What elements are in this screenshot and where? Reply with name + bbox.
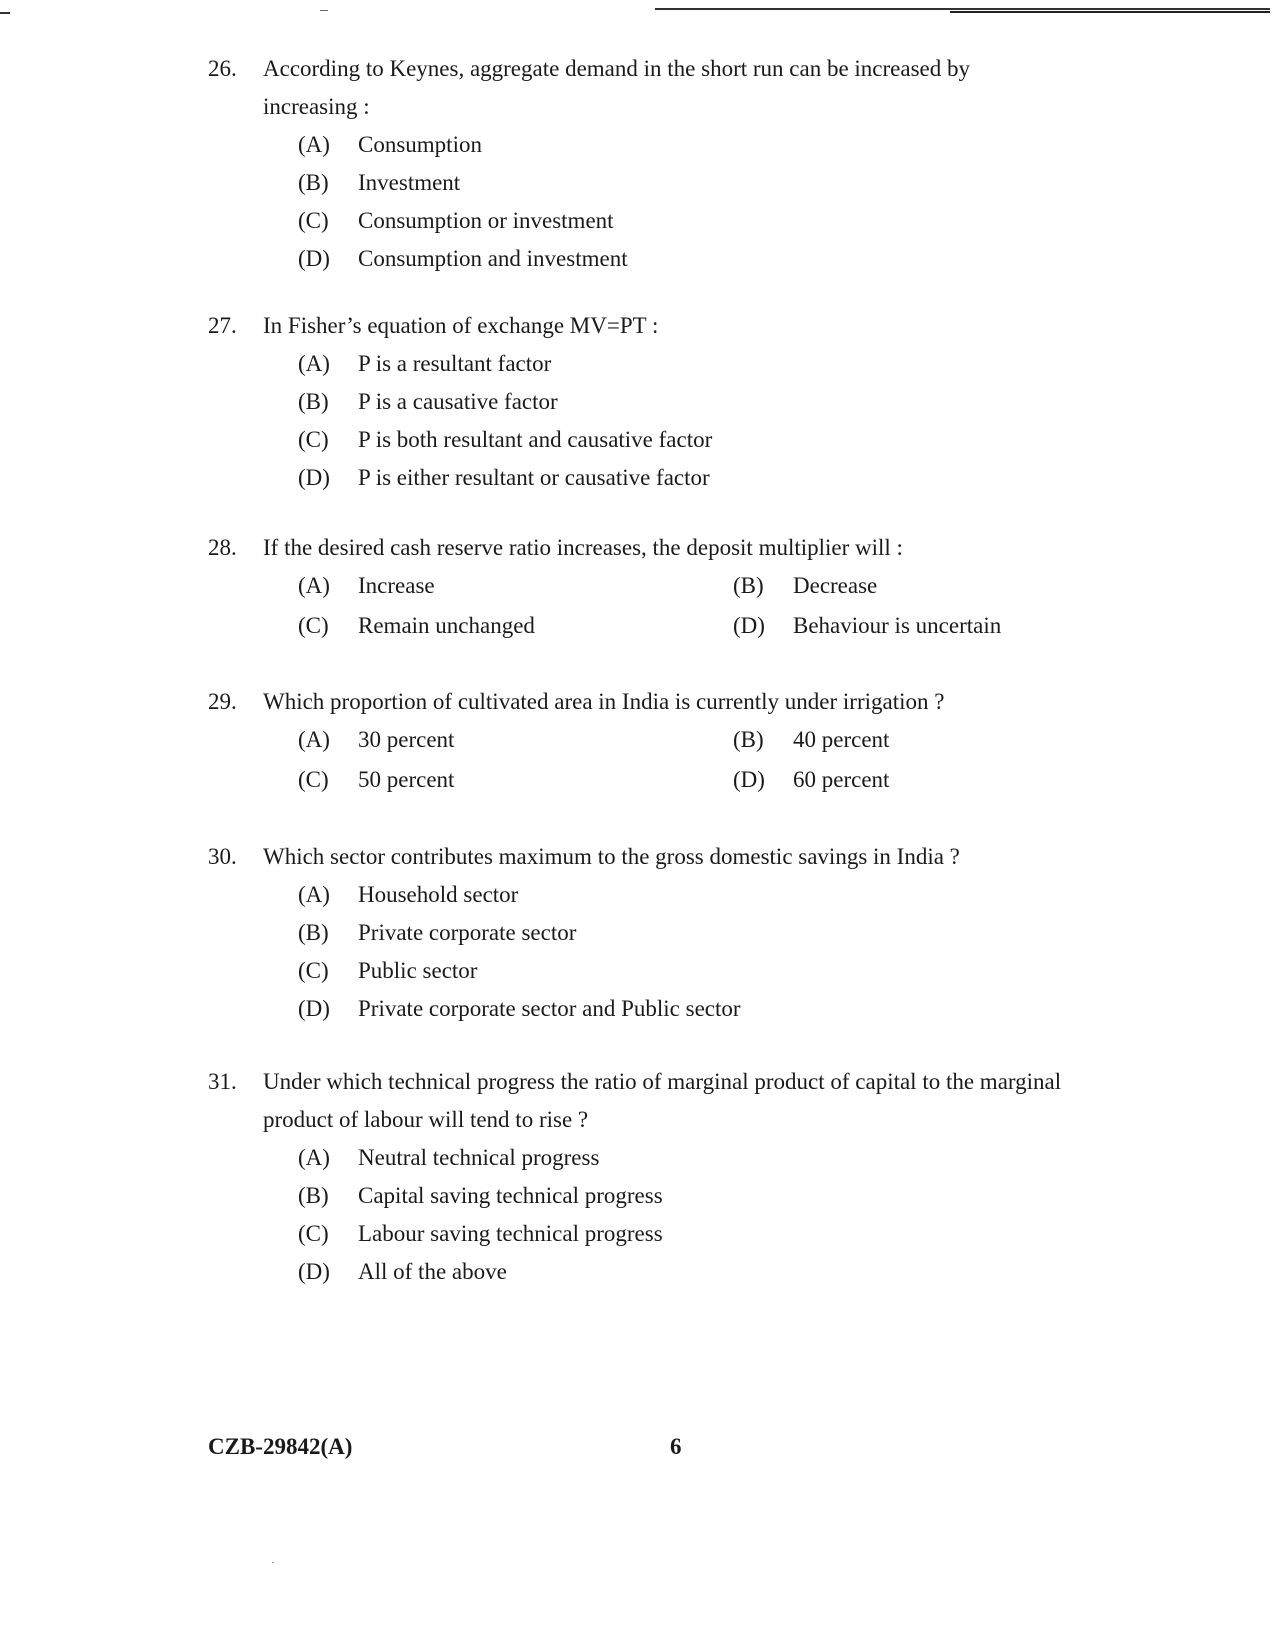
option (298, 1215, 1068, 1253)
option (298, 459, 1068, 497)
question-number: 30. (208, 844, 237, 869)
option-letter: (C) (298, 767, 329, 792)
question-30 (208, 838, 1068, 1028)
option-text: 30 percent (358, 727, 455, 752)
options-list (298, 876, 1068, 1028)
options-list (298, 1139, 1068, 1291)
option-text: Behaviour is uncertain (793, 613, 1002, 638)
question-number: 27. (208, 313, 237, 338)
option-letter: (A) (298, 573, 330, 598)
option (733, 567, 1033, 605)
option (298, 164, 1068, 202)
option-letter: (B) (733, 727, 764, 752)
option-text: All of the above (358, 1259, 507, 1284)
paper-code: CZB-29842(A) (208, 1434, 353, 1459)
option (298, 607, 733, 645)
option (298, 1177, 1068, 1215)
question-27 (208, 307, 1068, 497)
option-text: Labour saving technical progress (358, 1221, 663, 1246)
option-letter: (A) (298, 351, 330, 376)
option-letter: (B) (298, 389, 329, 414)
option (298, 345, 1068, 383)
option-text: Public sector (358, 958, 478, 983)
option-text: Decrease (793, 573, 878, 598)
option-text: Neutral technical progress (358, 1145, 600, 1170)
option (298, 421, 1068, 459)
option-letter: (C) (298, 1221, 329, 1246)
option (298, 240, 1068, 278)
option-text: Private corporate sector (358, 920, 577, 945)
header-rule (655, 8, 1270, 10)
option-text: 60 percent (793, 767, 890, 792)
option (298, 202, 1068, 240)
option (298, 876, 1068, 914)
option-text: Private corporate sector and Public sector (358, 996, 741, 1021)
option-text: Consumption and investment (358, 246, 628, 271)
option (733, 721, 1033, 759)
question-number: 29. (208, 689, 237, 714)
option-text: Increase (358, 573, 435, 598)
option (298, 990, 1068, 1028)
option (733, 761, 1033, 799)
option-text: P is either resultant or causative factor (358, 465, 710, 490)
question-text: Which proportion of cultivated area in India is currently under irrigation ? (263, 689, 945, 714)
header-rule (950, 11, 1270, 13)
option (298, 952, 1068, 990)
option-letter: (D) (298, 246, 330, 271)
question-text: Under which technical progress the ratio of marginal product of capital to the marginal product of labour will tend to rise ? (263, 1069, 1062, 1132)
option-text: Remain unchanged (358, 613, 535, 638)
option-letter: (A) (298, 882, 330, 907)
option-letter: (C) (298, 427, 329, 452)
question-number: 28. (208, 535, 237, 560)
option (298, 1253, 1068, 1291)
option-text: P is a resultant factor (358, 351, 552, 376)
question-number: 31. (208, 1069, 237, 1094)
option-letter: (D) (298, 1259, 330, 1284)
option-letter: (B) (298, 1183, 329, 1208)
question-number: 26. (208, 56, 237, 81)
option (298, 761, 733, 799)
option-letter: (C) (298, 958, 329, 983)
scan-speck (272, 1562, 274, 1563)
option-text: Household sector (358, 882, 519, 907)
option-letter: (B) (733, 573, 764, 598)
question-31 (208, 1063, 1068, 1291)
option-text: Capital saving technical progress (358, 1183, 663, 1208)
option (298, 721, 733, 759)
option (298, 567, 733, 605)
option (298, 126, 1068, 164)
option-text: Investment (358, 170, 461, 195)
question-text: In Fisher’s equation of exchange MV=PT : (263, 313, 659, 338)
option-letter: (D) (298, 465, 330, 490)
option-letter: (A) (298, 727, 330, 752)
option (298, 1139, 1068, 1177)
option-text: 40 percent (793, 727, 890, 752)
options-grid (298, 567, 1068, 645)
scan-mark (320, 10, 328, 11)
option-letter: (C) (298, 613, 329, 638)
options-grid (298, 721, 1068, 799)
option-text: P is both resultant and causative factor (358, 427, 713, 452)
question-28 (208, 529, 1068, 645)
options-list (298, 126, 1068, 278)
option-letter: (B) (298, 170, 329, 195)
options-list (298, 345, 1068, 497)
option-text: Consumption or investment (358, 208, 614, 233)
option-letter: (D) (733, 767, 765, 792)
question-26 (208, 50, 1068, 278)
option-letter: (C) (298, 208, 329, 233)
option-letter: (A) (298, 1145, 330, 1170)
question-text: If the desired cash reserve ratio increases, the deposit multiplier will : (263, 535, 903, 560)
option-letter: (B) (298, 920, 329, 945)
option (298, 914, 1068, 952)
option-text: P is a causative factor (358, 389, 558, 414)
option-text: Consumption (358, 132, 482, 157)
scan-mark (0, 12, 10, 14)
question-29 (208, 683, 1068, 799)
question-text: According to Keynes, aggregate demand in the short run can be increased by increasing : (263, 56, 970, 119)
option (733, 607, 1033, 645)
option-letter: (A) (298, 132, 330, 157)
option-text: 50 percent (358, 767, 455, 792)
option-letter: (D) (733, 613, 765, 638)
option-letter: (D) (298, 996, 330, 1021)
question-text: Which sector contributes maximum to the gross domestic savings in India ? (263, 844, 960, 869)
option (298, 383, 1068, 421)
page-number: 6 (670, 1434, 682, 1459)
